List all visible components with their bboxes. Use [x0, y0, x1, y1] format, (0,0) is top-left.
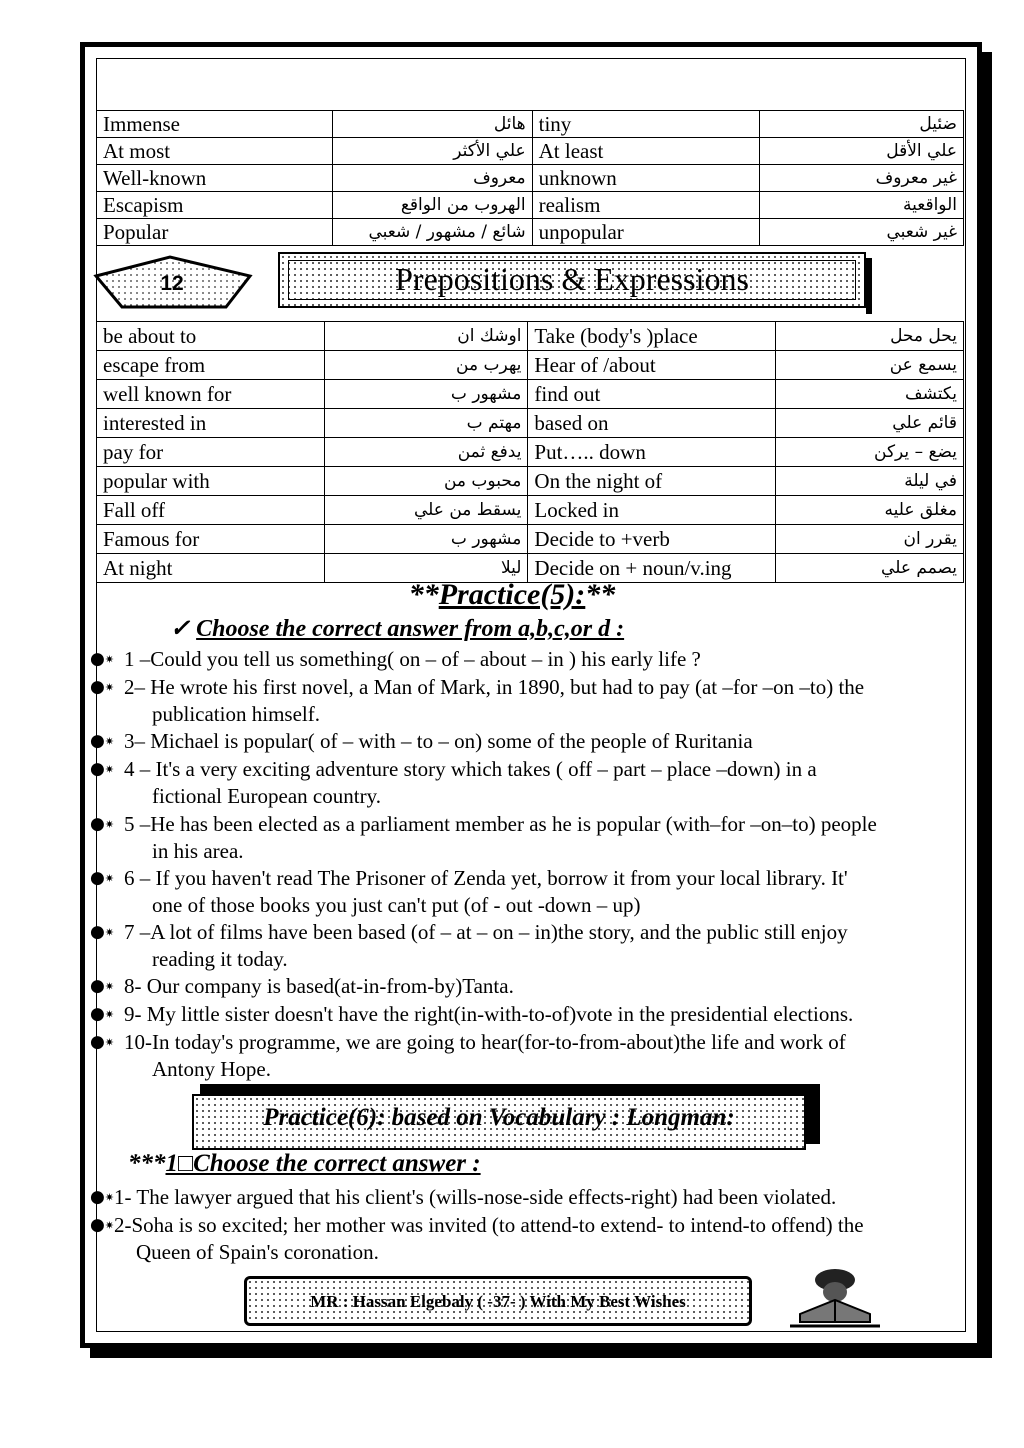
meaning-ar: شائع / مشهور / شعبي [332, 219, 532, 246]
question-text-continued: Queen of Spain's coronation. [136, 1240, 379, 1264]
meaning-ar: مغلق عليه [776, 496, 964, 525]
practice6-title: Practice(6): based on Vocabulary : Longman: [263, 1104, 735, 1131]
term-en: At least [532, 138, 760, 165]
practice5-title: **Practice(5):** [408, 578, 616, 611]
question-text: 10-In today's programme, we are going to hear(for-to-from-about)the life and work of [124, 1030, 846, 1054]
meaning-ar: مهتم ب [324, 409, 528, 438]
term-en: interested in [97, 409, 325, 438]
prepositions-table [96, 321, 964, 583]
vocab-row [97, 165, 964, 192]
question-text: 6 – If you haven't read The Prisoner of Zenda yet, borrow it from your local library. It' [124, 866, 848, 890]
meaning-ar: غير شعبي [760, 219, 964, 246]
preposition-row [97, 496, 964, 525]
meaning-ar: علي الأقل [760, 138, 964, 165]
question-text-continued: Antony Hope. [152, 1057, 271, 1081]
term-en: At night [97, 554, 325, 583]
bomb-bullet-icon: ●✷ [90, 1032, 115, 1052]
section-title: Prepositions & Expressions [395, 261, 749, 297]
meaning-ar: غير معروف [760, 165, 964, 192]
bomb-bullet-icon: ●✷ [90, 868, 115, 888]
bomb-bullet-icon: ●✷ [90, 1004, 115, 1024]
vocab-row [97, 111, 964, 138]
page-frame-shadow-bottom [90, 1348, 992, 1358]
bomb-bullet-icon: ●✷ [90, 677, 115, 697]
practice6-box-shadow-right [806, 1084, 820, 1144]
term-en: pay for [97, 438, 325, 467]
page-frame-shadow-right [982, 52, 992, 1356]
term-en: be about to [97, 322, 325, 351]
term-en: escape from [97, 351, 325, 380]
meaning-ar: يقرر ان [776, 525, 964, 554]
preposition-row [97, 380, 964, 409]
question-item [90, 919, 970, 973]
section-heading-shadow [866, 258, 872, 314]
meaning-ar: يكتشف [776, 380, 964, 409]
question-item [90, 646, 970, 673]
term-en: On the night of [528, 467, 776, 496]
practice5-instruction: ✓ Choose the correct answer from a,b,c,or d : [170, 616, 625, 642]
bomb-bullet-icon: ●✷ [90, 814, 115, 834]
footer-text: MR : Hassan Elgebaly ( -37- ) With My Best Wishes [310, 1292, 686, 1311]
question-item [90, 865, 970, 919]
meaning-ar: محبوب من [324, 467, 528, 496]
question-text-continued: in his area. [152, 839, 244, 863]
meaning-ar: هائل [332, 111, 532, 138]
term-en: Decide on + noun/v.ing [528, 554, 776, 583]
question-item [90, 1184, 970, 1211]
meaning-ar: ليلا [324, 554, 528, 583]
question-text: 7 –A lot of films have been based (of – at – on – in)the story, and the public still enjoy [124, 920, 848, 944]
meaning-ar: يدفع ثمن [324, 438, 528, 467]
meaning-ar: يسقط من علي [324, 496, 528, 525]
term-en: unpopular [532, 219, 760, 246]
question-item [90, 1001, 970, 1028]
meaning-ar: قائم علي [776, 409, 964, 438]
question-text-continued: publication himself. [152, 702, 320, 726]
meaning-ar: يصمم علي [776, 554, 964, 583]
meaning-ar: يهرب من [324, 351, 528, 380]
question-text: 2-Soha is so excited; her mother was invited (to attend-to extend- to intend-to offend) the [114, 1213, 864, 1237]
meaning-ar: معروف [332, 165, 532, 192]
question-item [90, 811, 970, 865]
check-icon: ✓ [170, 616, 191, 642]
meaning-ar: يسمع عن [776, 351, 964, 380]
question-text: 4 – It's a very exciting adventure story which takes ( off – part – place –down) in a [124, 757, 817, 781]
meaning-ar: اوشك ان [324, 322, 528, 351]
term-en: Well-known [97, 165, 333, 192]
term-en: At most [97, 138, 333, 165]
bomb-bullet-icon: ●✷ [90, 649, 115, 669]
question-item [90, 728, 970, 755]
term-en: unknown [532, 165, 760, 192]
term-en: Popular [97, 219, 333, 246]
question-text-continued: reading it today. [152, 947, 288, 971]
bomb-bullet-icon: ●✷ [90, 759, 115, 779]
bomb-bullet-icon: ●✷ [90, 976, 115, 996]
term-en: popular with [97, 467, 325, 496]
preposition-row [97, 409, 964, 438]
term-en: Decide to +verb [528, 525, 776, 554]
preposition-row [97, 438, 964, 467]
meaning-ar: يضع – يركن [776, 438, 964, 467]
question-item [90, 674, 970, 728]
vocab-row [97, 138, 964, 165]
question-item [90, 1029, 970, 1083]
preposition-row [97, 351, 964, 380]
question-item [90, 973, 970, 1000]
vocab-row [97, 219, 964, 246]
question-text: 2– He wrote his first novel, a Man of Mark, in 1890, but had to pay (at –for –on –to) the [124, 675, 865, 699]
meaning-ar: مشهور ب [324, 380, 528, 409]
question-text: 9- My little sister doesn't have the right(in-with-to-of)vote in the presidential elections. [124, 1002, 854, 1026]
preposition-row [97, 525, 964, 554]
section-number: 12 [160, 272, 184, 295]
bomb-bullet-icon: ●✷ [90, 1187, 115, 1207]
meaning-ar: الهروب من الواقع [332, 192, 532, 219]
meaning-ar: يحل محل [776, 322, 964, 351]
meaning-ar: علي الأكثر [332, 138, 532, 165]
term-en: Fall off [97, 496, 325, 525]
term-en: Hear of /about [528, 351, 776, 380]
meaning-ar: في ليلة [776, 467, 964, 496]
question-text: 5 –He has been elected as a parliament member as he is popular (with–for –on–to) people [124, 812, 877, 836]
bomb-bullet-icon: ●✷ [90, 1215, 115, 1235]
bomb-bullet-icon: ●✷ [90, 922, 115, 942]
term-en: well known for [97, 380, 325, 409]
term-en: based on [528, 409, 776, 438]
term-en: Escapism [97, 192, 333, 219]
meaning-ar: مشهور ب [324, 525, 528, 554]
question-text: 8- Our company is based(at-in-from-by)Tanta. [124, 974, 514, 998]
term-en: realism [532, 192, 760, 219]
practice6-subtitle: ***1□Choose the correct answer : [128, 1150, 481, 1177]
practice6-box-shadow-top [200, 1084, 820, 1094]
vocabulary-table [96, 110, 964, 246]
question-item [90, 1212, 970, 1266]
question-text: 1 –Could you tell us something( on – of – about – in ) his early life ? [124, 647, 701, 671]
term-en: tiny [532, 111, 760, 138]
question-item [90, 756, 970, 810]
term-en: Take (body's )place [528, 322, 776, 351]
question-text-continued: one of those books you just can't put (of - out -down – up) [152, 893, 641, 917]
question-text: 3– Michael is popular( of – with – to – on) some of the people of Ruritania [124, 729, 753, 753]
meaning-ar: الواقعية [760, 192, 964, 219]
term-en: Put….. down [528, 438, 776, 467]
reading-figure-logo [780, 1266, 890, 1332]
question-text-continued: fictional European country. [152, 784, 381, 808]
term-en: find out [528, 380, 776, 409]
bomb-bullet-icon: ●✷ [90, 731, 115, 751]
term-en: Famous for [97, 525, 325, 554]
term-en: Locked in [528, 496, 776, 525]
meaning-ar: ضئيل [760, 111, 964, 138]
preposition-row [97, 467, 964, 496]
term-en: Immense [97, 111, 333, 138]
question-text: 1- The lawyer argued that his client's (wills-nose-side effects-right) had been violated. [114, 1185, 837, 1209]
preposition-row [97, 322, 964, 351]
vocab-row [97, 192, 964, 219]
